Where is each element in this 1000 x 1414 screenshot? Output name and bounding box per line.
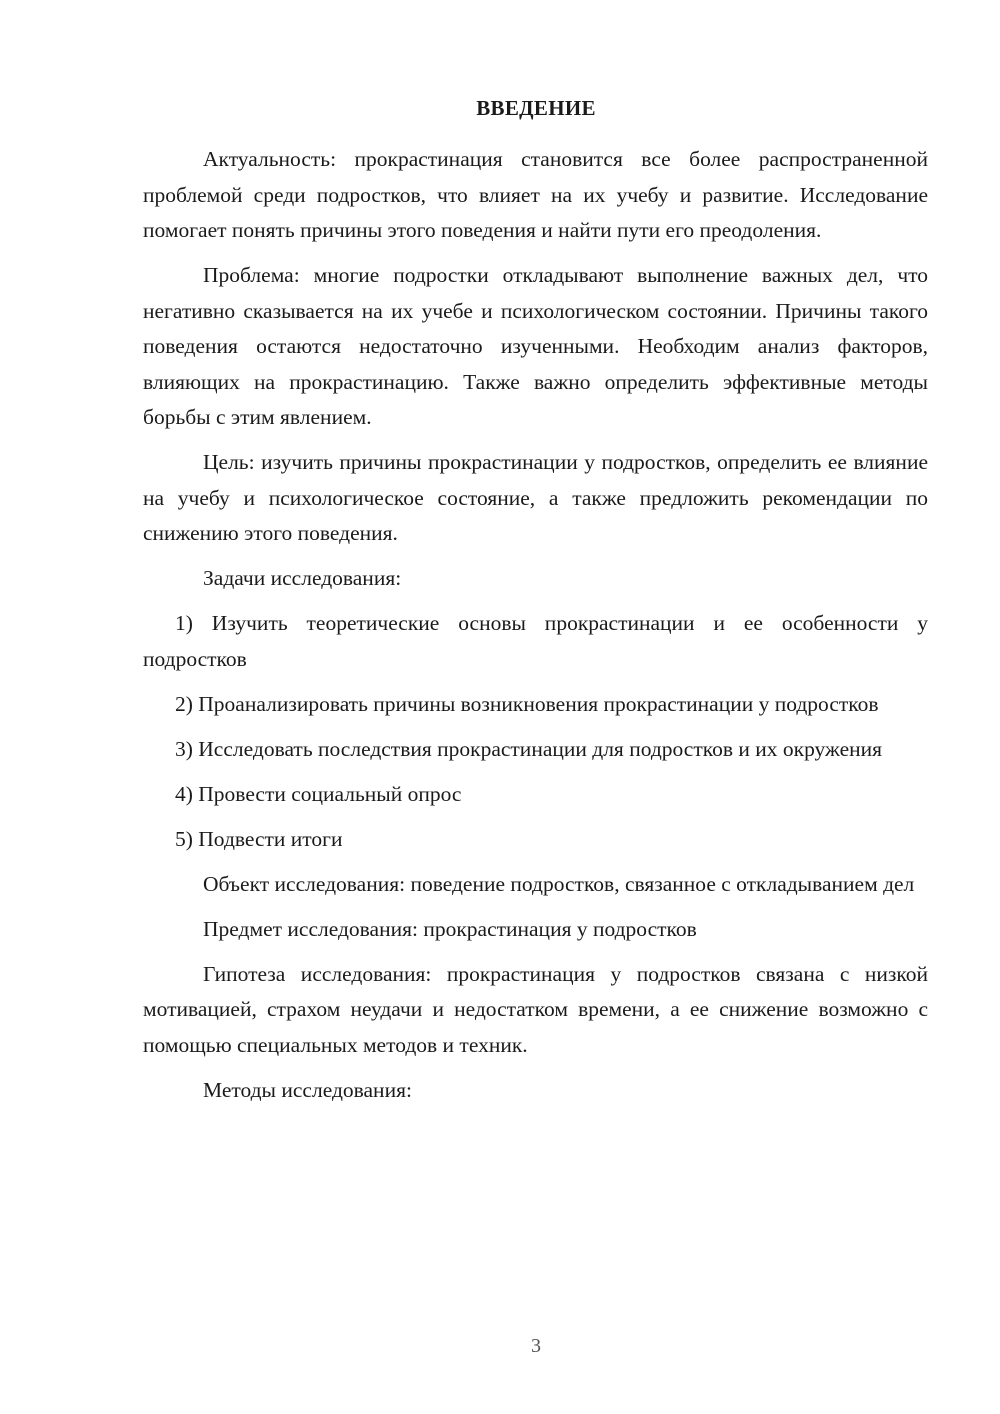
task-item-1: 1) Изучить теоретические основы прокрастинации и ее особенности у подростков: [143, 611, 928, 671]
methods-paragraph: Методы исследования:: [203, 1077, 412, 1102]
tasks-heading: Задачи исследования:: [203, 566, 402, 590]
hypothesis-paragraph: Гипотеза исследования: прокрастинация у подростков связана с низкой мотивацией, страхом неудачи и недостатком времени, а ее снижение возможно с помощью специальных методов и техник.: [143, 961, 928, 1057]
task-item-4: 4) Провести социальный опрос: [175, 781, 462, 806]
section-title: ВВЕДЕНИЕ: [476, 96, 596, 120]
task-item-5: 5) Подвести итоги: [175, 826, 343, 851]
relevance-paragraph: Актуальность: прокрастинация становится все более распространенной проблемой среди подростков, что влияет на их учебу и развитие. Исследование помогает понять причины этого поведения и найти пути его преодоления.: [143, 147, 928, 242]
document-body: [143, 142, 928, 1118]
subject-paragraph: Предмет исследования: прокрастинация у подростков: [203, 916, 697, 941]
page-number: 3: [531, 1335, 541, 1357]
object-paragraph: Объект исследования: поведение подростков, связанное с откладыванием дел: [203, 871, 915, 896]
task-item-2: 2) Проанализировать причины возникновения прокрастинации у подростков: [175, 691, 879, 716]
problem-paragraph: Проблема: многие подростки откладывают выполнение важных дел, что негативно сказывается на их учебе и психологическом состоянии. Причины такого поведения остаются недостаточно изученными. Необходим анализ факторов, влияющих на прокрастинацию. Также важно определить эффективные методы борьбы с этим явлением.: [143, 263, 928, 429]
task-item-3: 3) Исследовать последствия прокрастинации для подростков и их окружения: [175, 736, 883, 761]
goal-paragraph: Цель: изучить причины прокрастинации у подростков, определить ее влияние на учебу и психологическое состояние, а также предложить рекомендации по снижению этого поведения.: [143, 450, 928, 545]
